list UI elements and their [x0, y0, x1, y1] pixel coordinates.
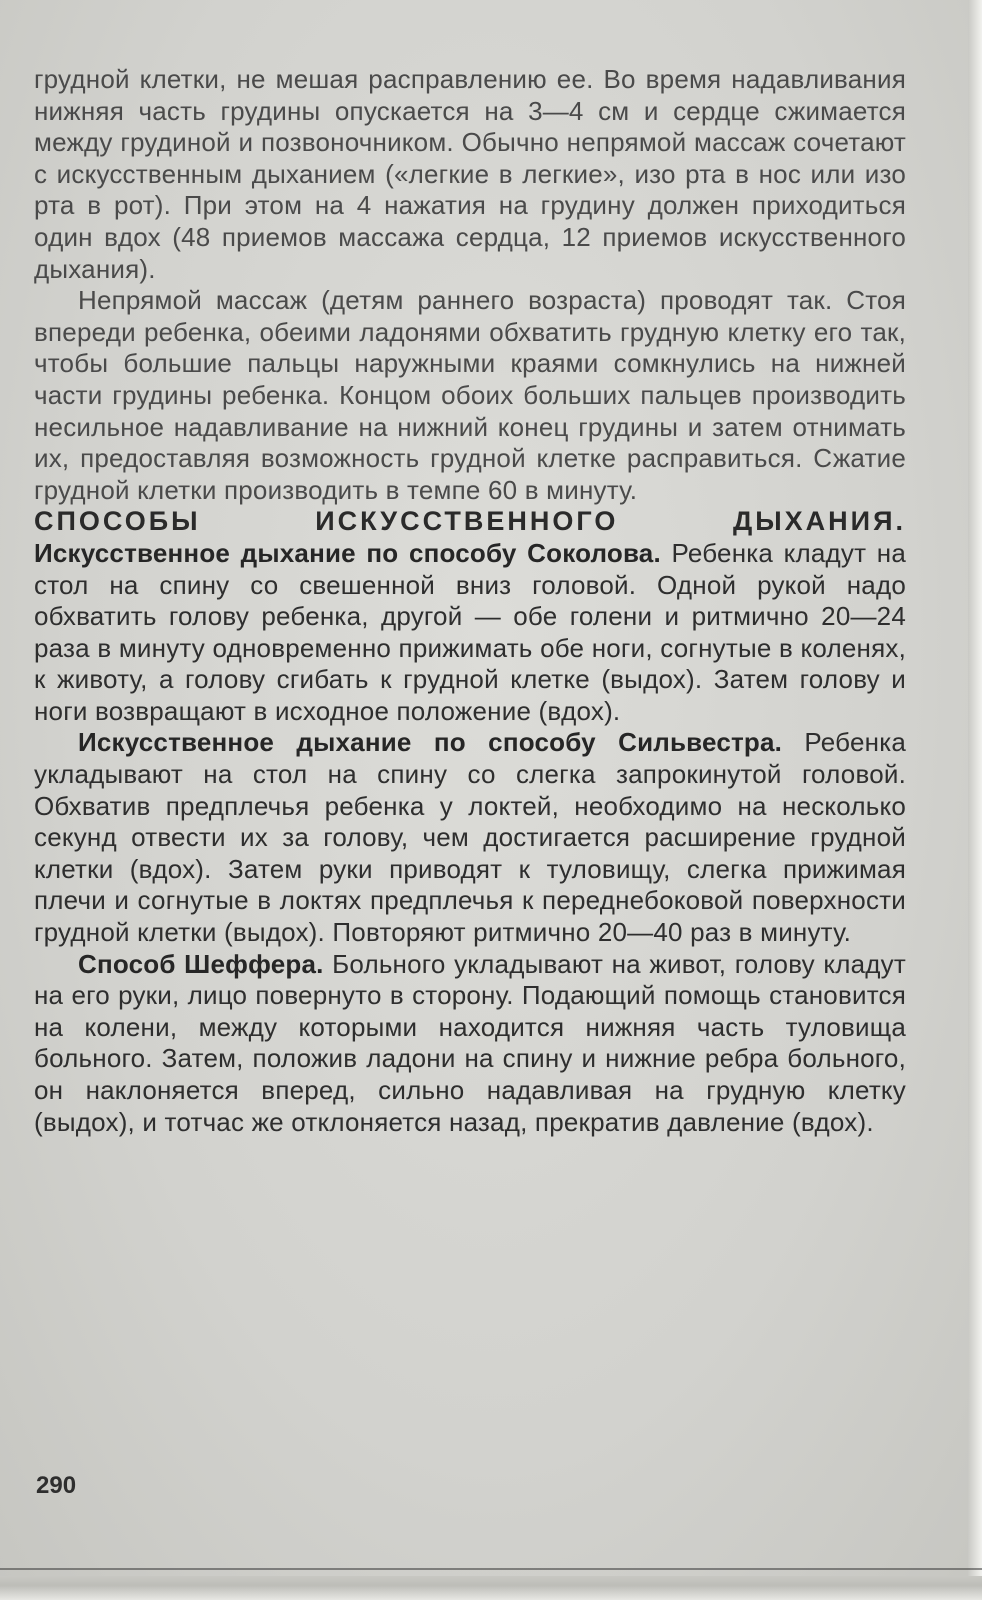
silvester-text: Ребенка укладывают на стол на спину со слегка запрокинутой головой. Обхватив предплечья ребенка у локтей, необходимо на несколько секунд отвести их за голову, чем достигается расширение грудной клетки (вдох). Затем руки приводят к туловищу, слегка прижимая плечи и согнутые в локтях предплечья к переднебоковой поверхности грудной клетки (выдох). Повторяют ритмично 20—40 раз в минуту. — [34, 727, 906, 948]
section-heading: СПОСОБЫ ИСКУССТВЕННОГО ДЫХАНИЯ. — [34, 506, 906, 537]
page-bottom-rule — [0, 1568, 982, 1570]
paragraph-silvester-method — [34, 727, 906, 948]
paragraph-schafer-method — [34, 949, 906, 1139]
page-edge — [968, 0, 982, 1600]
page-bottom-edge — [0, 1576, 982, 1600]
silvester-title: Искусственное дыхание по способу Сильвестра. — [78, 727, 783, 758]
schafer-title: Способ Шеффера. — [78, 948, 324, 979]
paragraph-infant-massage: Непрямой массаж (детям раннего возраста) проводят так. Стоя впереди ребенка, обеими ладонями обхватить грудную клетку его так, чтобы большие пальцы наружными краями сомкнулись на нижней части грудины ребенка. Концом обоих больших пальцев производить несильное надавливание на нижний конец грудины и затем отнимать их, предоставляя возможность грудной клетке расправиться. Сжатие грудной клетки производить в темпе 60 в минуту. — [34, 285, 906, 505]
paragraph-cardiac-massage-continued: грудной клетки, не мешая расправлению ее. Во время надавливания нижняя часть грудины опускается на 3—4 см и сердце сжимается между грудиной и позвоночником. Обычно непрямой массаж сочетают с искусственным дыханием («легкие в легкие», изо рта в нос или изо рта в рот). При этом на 4 нажатия на грудину должен приходиться один вдох (48 приемов массажа сердца, 12 приемов искусственного дыхания). — [34, 64, 906, 284]
page-body — [34, 64, 906, 1138]
paragraph-sokolov-method — [34, 538, 906, 728]
page-number: 290 — [36, 1472, 77, 1499]
schafer-text: Больного укладывают на живот, голову кладут на его руки, лицо повернуто в сторону. Подающий помощь становится на колени, между которыми находится нижняя часть туловища больного. Затем, положив ладони на спину и нижние ребра больного, он наклоняется вперед, сильно надавливая на грудную клетку (выдох), и тотчас же отклоняется назад, прекратив давление (вдох). — [34, 948, 906, 1137]
sokolov-title: Искусственное дыхание по способу Соколова. — [34, 537, 661, 568]
sokolov-text: Ребенка кладут на стол на спину со свешенной вниз головой. Одной рукой надо обхватить голову ребенка, другой — обе голени и ритмично 20—24 раза в минуту одновременно прижимать обе ноги, согнутые в коленях, к животу, а голову сгибать к грудной клетке (выдох). Затем голову и ноги возвращают в исходное положение (вдох). — [34, 537, 906, 726]
